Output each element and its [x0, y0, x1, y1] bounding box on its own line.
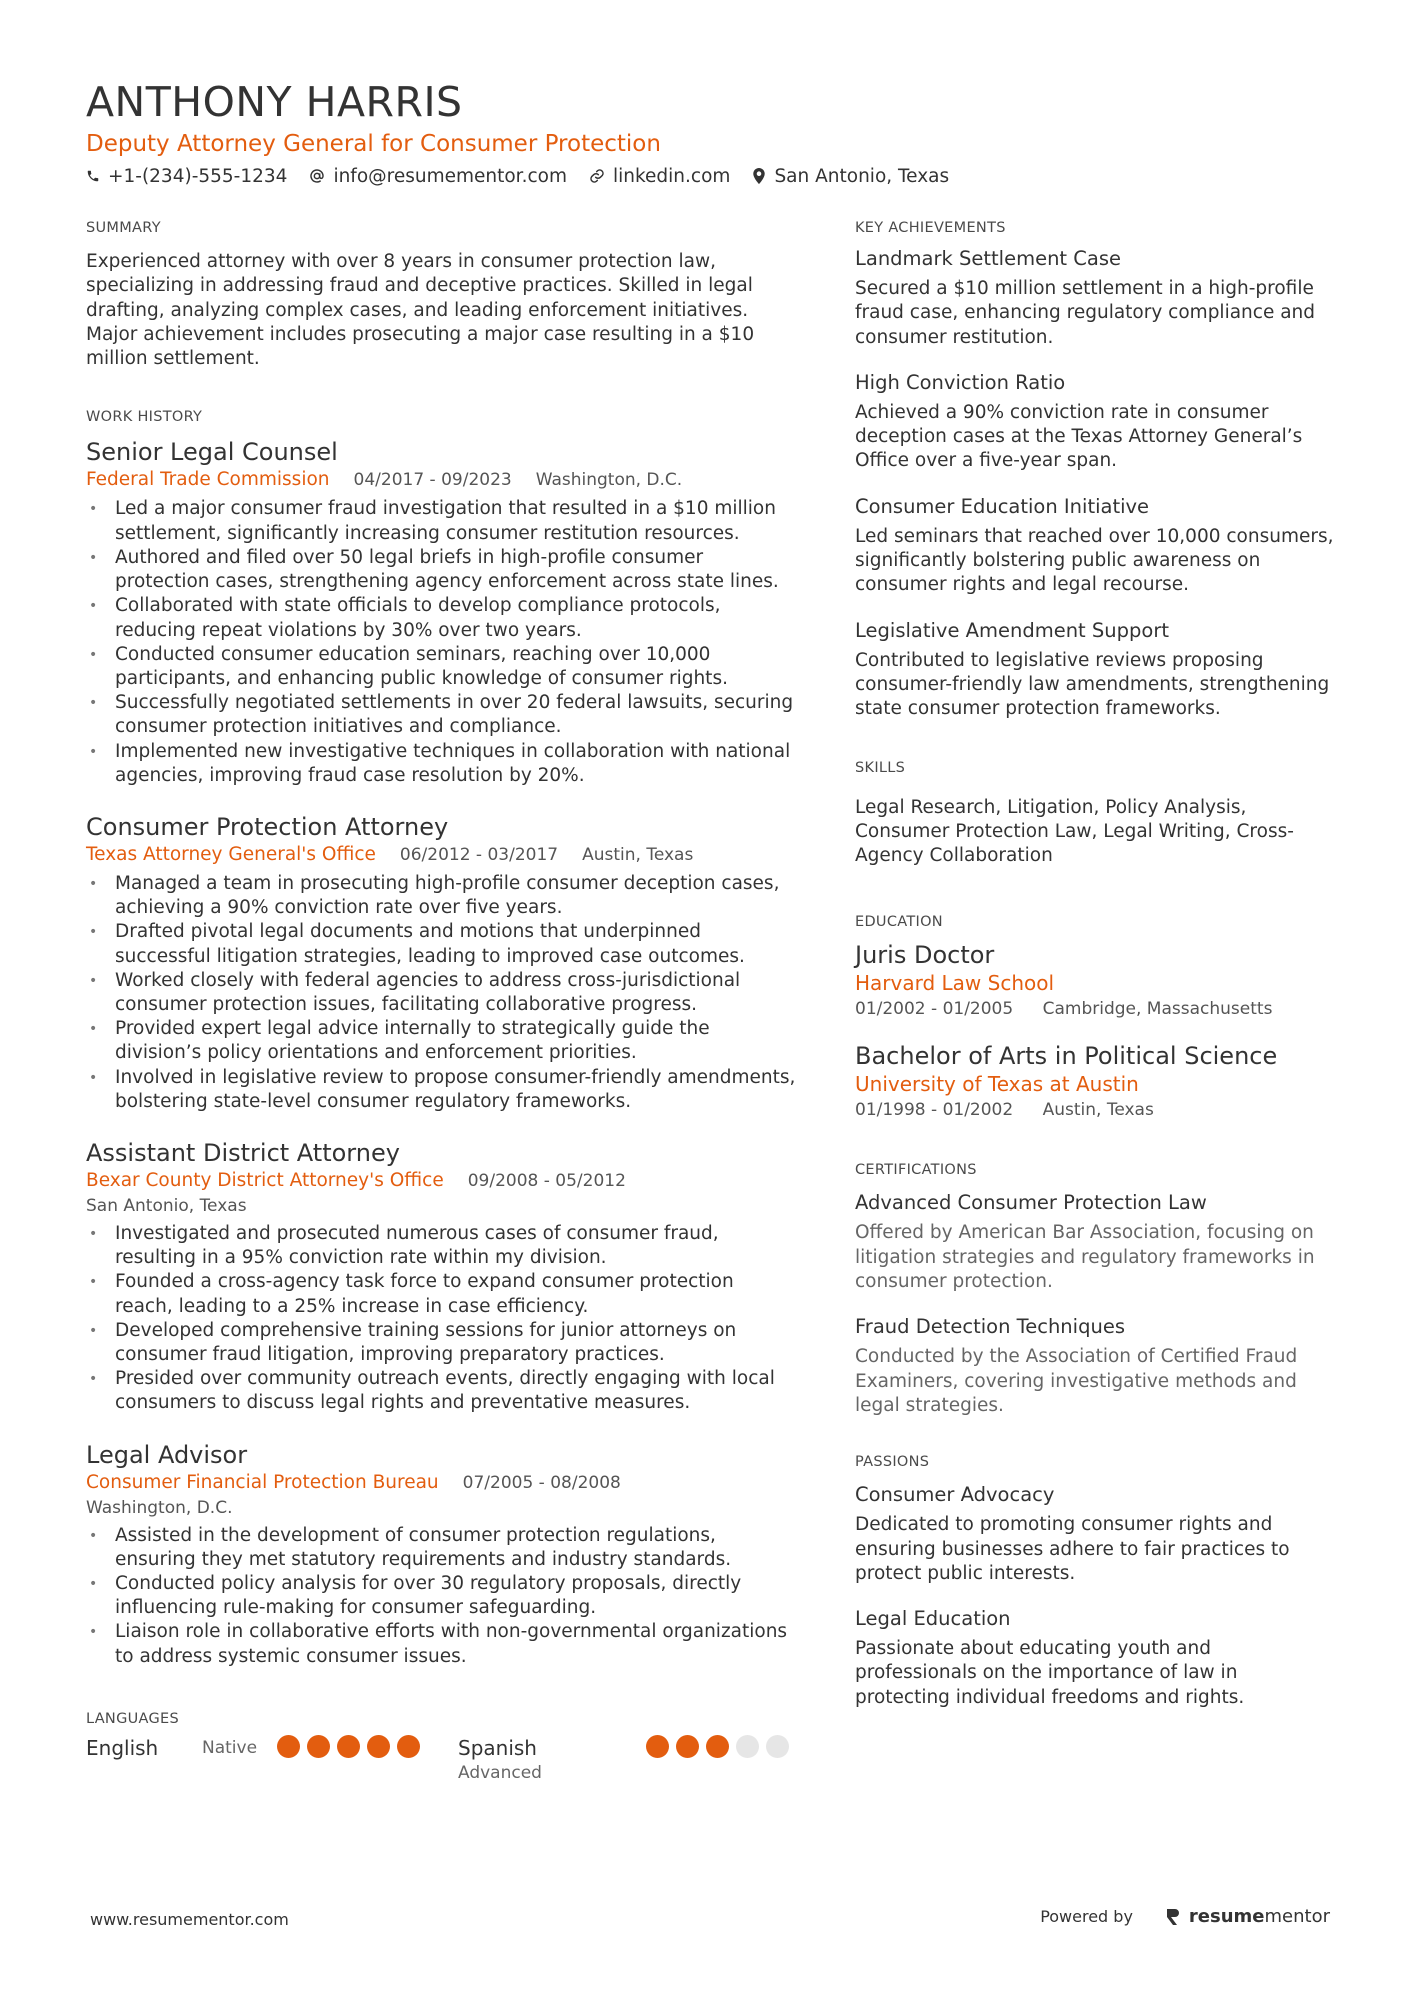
achievement-item — [855, 494, 1335, 598]
education-school: Harvard Law School — [855, 971, 1055, 996]
achievement-item — [855, 370, 1335, 474]
achievement-title: High Conviction Ratio — [855, 370, 1066, 394]
skills-section — [855, 758, 1335, 869]
job-title: Assistant District Attorney — [86, 1138, 400, 1167]
achievement-item — [855, 618, 1335, 722]
contact-location — [752, 166, 949, 187]
job-dates: 07/2005 - 08/2008 — [462, 1472, 621, 1493]
job-bullets — [86, 872, 796, 1114]
language-spanish — [458, 1735, 796, 1785]
work-history-section — [86, 407, 796, 1668]
job-dates: 04/2017 - 09/2023 — [353, 470, 512, 491]
brand-name-bold: resume — [1188, 1906, 1265, 1927]
certifications-section — [855, 1160, 1335, 1418]
certification-title: Fraud Detection Techniques — [855, 1315, 1125, 1339]
contact-location-text: San Antonio, Texas — [774, 165, 950, 187]
job-bullet: • Involved in legislative review to propose consumer-friendly amendments, bolstering state-level consumer regulatory frameworks. — [86, 1066, 796, 1114]
rating-dot-filled — [397, 1735, 420, 1758]
achievement-title: Legislative Amendment Support — [855, 618, 1169, 642]
job-dates: 09/2008 - 05/2012 — [467, 1170, 626, 1191]
achievement-item — [855, 246, 1335, 350]
job-bullet: • Managed a team in prosecuting high-profile consumer deception cases, achieving a 90% conviction rate over five years. — [86, 872, 796, 920]
skills-text: Legal Research, Litigation, Policy Analysis, Consumer Protection Law, Legal Writing, Cross-Agency Collaboration — [855, 796, 1294, 867]
rating-dot-filled — [277, 1735, 300, 1758]
education-meta — [855, 997, 1335, 1021]
passion-text: Dedicated to promoting consumer rights and ensuring businesses adhere to fair practices to protect public interests. — [855, 1514, 1290, 1584]
rating-dot-filled — [706, 1735, 729, 1758]
passion-text: Passionate about educating youth and professionals on the importance of law in protecting individual freedoms and rights. — [855, 1638, 1245, 1708]
key-achievements-section — [855, 218, 1335, 722]
language-rating — [646, 1735, 796, 1758]
contact-phone[interactable] — [86, 166, 287, 187]
education-meta — [855, 1098, 1335, 1122]
job-meta — [86, 842, 796, 868]
skills-heading: SKILLS — [855, 759, 906, 776]
job-meta — [86, 1470, 796, 1496]
job-location: San Antonio, Texas — [86, 1195, 247, 1216]
contact-email[interactable] — [309, 166, 567, 187]
job-location: Austin, Texas — [582, 844, 694, 865]
rating-dot-filled — [646, 1735, 669, 1758]
achievement-text: Secured a $10 million settlement in a high-profile fraud case, enhancing regulatory compliance and consumer restitution. — [855, 278, 1316, 348]
education-location: Cambridge, Massachusetts — [1042, 999, 1273, 1020]
rating-dot-empty — [736, 1735, 759, 1758]
contact-linkedin[interactable] — [589, 166, 730, 187]
achievement-text: Contributed to legislative reviews proposing consumer-friendly law amendments, strengthening state consumer protection frameworks. — [855, 649, 1330, 720]
job-bullet: • Successfully negotiated settlements in over 20 federal lawsuits, securing consumer protection initiatives and compliance. — [86, 691, 796, 739]
job-bullet: • Collaborated with state officials to develop compliance protocols, reducing repeat violations by 30% over two years. — [86, 594, 796, 642]
job-bullet: • Presided over community outreach events, directly engaging with local consumers to discuss legal rights and preventative measures. — [86, 1367, 796, 1415]
education-degree: Juris Doctor — [855, 941, 995, 970]
language-level: Native — [202, 1737, 258, 1758]
job-organization: Texas Attorney General's Office — [86, 843, 376, 865]
certification-text: Conducted by the Association of Certified Fraud Examiners, covering investigative methods and legal strategies. — [855, 1346, 1298, 1416]
resumementor-logo-icon — [1165, 1908, 1181, 1926]
education-heading: EDUCATION — [855, 914, 943, 931]
certification-item — [855, 1190, 1335, 1294]
job-dates: 06/2012 - 03/2017 — [399, 844, 559, 865]
page-footer — [90, 1906, 1330, 1936]
contact-linkedin-text: linkedin.com — [612, 165, 731, 187]
education-dates: 01/1998 - 01/2002 — [855, 1100, 1014, 1121]
job-title-headline: Deputy Attorney General for Consumer Protection — [86, 131, 661, 157]
education-section — [855, 912, 1335, 1122]
job-location: Washington, D.C. — [86, 1497, 233, 1518]
summary-text: Experienced attorney with over 8 years in consumer protection law, specializing in addressing fraud and deceptive practices. Skilled in legal drafting, analyzing complex cases, and leading enforcement initiatives. Major achievement includes prosecuting a major case resulting in a $10 million settlement. — [86, 251, 755, 370]
work-history-heading: WORK HISTORY — [86, 409, 203, 426]
location-pin-icon — [752, 168, 766, 184]
contact-bar — [86, 162, 1326, 190]
language-english — [86, 1735, 458, 1761]
job-entry — [86, 1138, 796, 1416]
job-bullet: • Led a major consumer fraud investigation that resulted in a $10 million settlement, significantly increasing consumer restitution resources. — [86, 497, 796, 545]
certification-title: Advanced Consumer Protection Law — [855, 1191, 1207, 1215]
passions-heading: PASSIONS — [855, 1454, 930, 1471]
job-bullet: • Liaison role in collaborative efforts with non-governmental organizations to address systemic consumer issues. — [86, 1620, 796, 1668]
powered-by-label: Powered by — [1040, 1907, 1133, 1926]
job-bullet: • Provided expert legal advice internally to strategically guide the division’s policy orientations and enforcement priorities. — [86, 1017, 796, 1065]
language-rating — [277, 1735, 427, 1758]
certification-text: Offered by American Bar Association, focusing on litigation strategies and regulatory frameworks in consumer protection. — [855, 1222, 1315, 1293]
job-organization: Consumer Financial Protection Bureau — [86, 1471, 439, 1493]
education-degree: Bachelor of Arts in Political Science — [855, 1042, 1278, 1071]
footer-branding — [1040, 1906, 1330, 1927]
job-bullets — [86, 1222, 796, 1416]
rating-dot-empty — [766, 1735, 789, 1758]
contact-email-text: info@resumementor.com — [333, 165, 567, 187]
candidate-name: ANTHONY HARRIS — [86, 78, 463, 126]
education-item — [855, 1041, 1335, 1122]
summary-heading: SUMMARY — [86, 220, 161, 236]
job-entry — [86, 1440, 796, 1669]
passion-item — [855, 1482, 1335, 1586]
rating-dot-filled — [337, 1735, 360, 1758]
passion-item — [855, 1606, 1335, 1710]
job-entry — [86, 812, 796, 1114]
language-name: Spanish — [458, 1735, 537, 1760]
job-bullet: • Worked closely with federal agencies to address cross-jurisdictional consumer protection issues, facilitating collaborative progress. — [86, 969, 796, 1017]
education-item — [855, 940, 1335, 1021]
education-dates: 01/2002 - 01/2005 — [855, 999, 1014, 1020]
job-title: Legal Advisor — [86, 1440, 248, 1469]
education-location: Austin, Texas — [1042, 1100, 1154, 1121]
achievement-title: Landmark Settlement Case — [855, 247, 1122, 270]
languages-heading: LANGUAGES — [86, 1710, 179, 1727]
footer-website-link[interactable]: www.resumementor.com — [90, 1910, 289, 1929]
job-organization: Bexar County District Attorney's Office — [86, 1169, 444, 1191]
language-name: English — [86, 1735, 159, 1760]
job-title: Consumer Protection Attorney — [86, 812, 449, 841]
job-bullet: • Founded a cross-agency task force to expand consumer protection reach, leading to a 25% increase in case efficiency. — [86, 1270, 796, 1318]
phone-icon — [86, 169, 100, 183]
job-meta — [86, 1168, 796, 1194]
job-title: Senior Legal Counsel — [86, 438, 338, 467]
job-bullet: • Implemented new investigative techniques in collaboration with national agencies, improving fraud case resolution by 20%. — [86, 740, 796, 788]
certification-item — [855, 1314, 1335, 1418]
rating-dot-filled — [367, 1735, 390, 1758]
languages-section — [86, 1709, 796, 1785]
rating-dot-filled — [676, 1735, 699, 1758]
at-icon — [309, 168, 325, 184]
job-bullet: • Authored and filed over 50 legal briefs in high-profile consumer protection cases, strengthening agency enforcement across state lines. — [86, 546, 796, 594]
brand-name-rest: mentor — [1264, 1906, 1330, 1927]
job-bullet: • Investigated and prosecuted numerous cases of consumer fraud, resulting in a 95% conviction rate within my division. — [86, 1222, 796, 1270]
job-bullet: • Drafted pivotal legal documents and motions that underpinned successful litigation strategies, leading to improved case outcomes. — [86, 920, 796, 968]
education-school: University of Texas at Austin — [855, 1072, 1139, 1097]
language-text — [458, 1735, 646, 1785]
job-meta — [86, 467, 796, 493]
summary-section — [86, 218, 796, 371]
job-bullet: • Conducted consumer education seminars, reaching over 10,000 participants, and enhancing public knowledge of consumer rights. — [86, 643, 796, 691]
job-entry — [86, 437, 796, 787]
passion-title: Consumer Advocacy — [855, 1483, 1055, 1507]
key-achievements-heading: KEY ACHIEVEMENTS — [855, 220, 1006, 236]
job-bullets — [86, 1524, 796, 1669]
job-bullet: • Conducted policy analysis for over 30 regulatory proposals, directly influencing rule-making for consumer safeguarding. — [86, 1572, 796, 1620]
rating-dot-filled — [307, 1735, 330, 1758]
language-level: Advanced — [458, 1762, 542, 1783]
job-bullets — [86, 497, 796, 787]
contact-phone-text: +1-(234)-555-1234 — [108, 165, 288, 187]
link-icon — [589, 168, 605, 184]
achievement-title: Consumer Education Initiative — [855, 494, 1150, 518]
passions-section — [855, 1452, 1335, 1710]
left-column — [86, 218, 796, 1785]
job-bullet: • Developed comprehensive training sessions for junior attorneys on consumer fraud litigation, improving preparatory practices. — [86, 1319, 796, 1367]
brand-logo[interactable] — [1165, 1906, 1330, 1927]
job-bullet: • Assisted in the development of consumer protection regulations, ensuring they met statutory requirements and industry standards. — [86, 1524, 796, 1572]
job-organization: Federal Trade Commission — [86, 469, 330, 491]
achievement-text: Led seminars that reached over 10,000 consumers, significantly bolstering public awareness on consumer rights and legal recourse. — [855, 525, 1334, 596]
job-location: Washington, D.C. — [535, 470, 683, 491]
achievement-text: Achieved a 90% conviction rate in consumer deception cases at the Texas Attorney General’s Office over a five-year span. — [855, 401, 1303, 472]
passion-title: Legal Education — [855, 1607, 1011, 1631]
languages-row — [86, 1735, 796, 1785]
resume-header — [86, 78, 1326, 190]
certifications-heading: CERTIFICATIONS — [855, 1162, 977, 1179]
right-column — [855, 218, 1335, 1710]
